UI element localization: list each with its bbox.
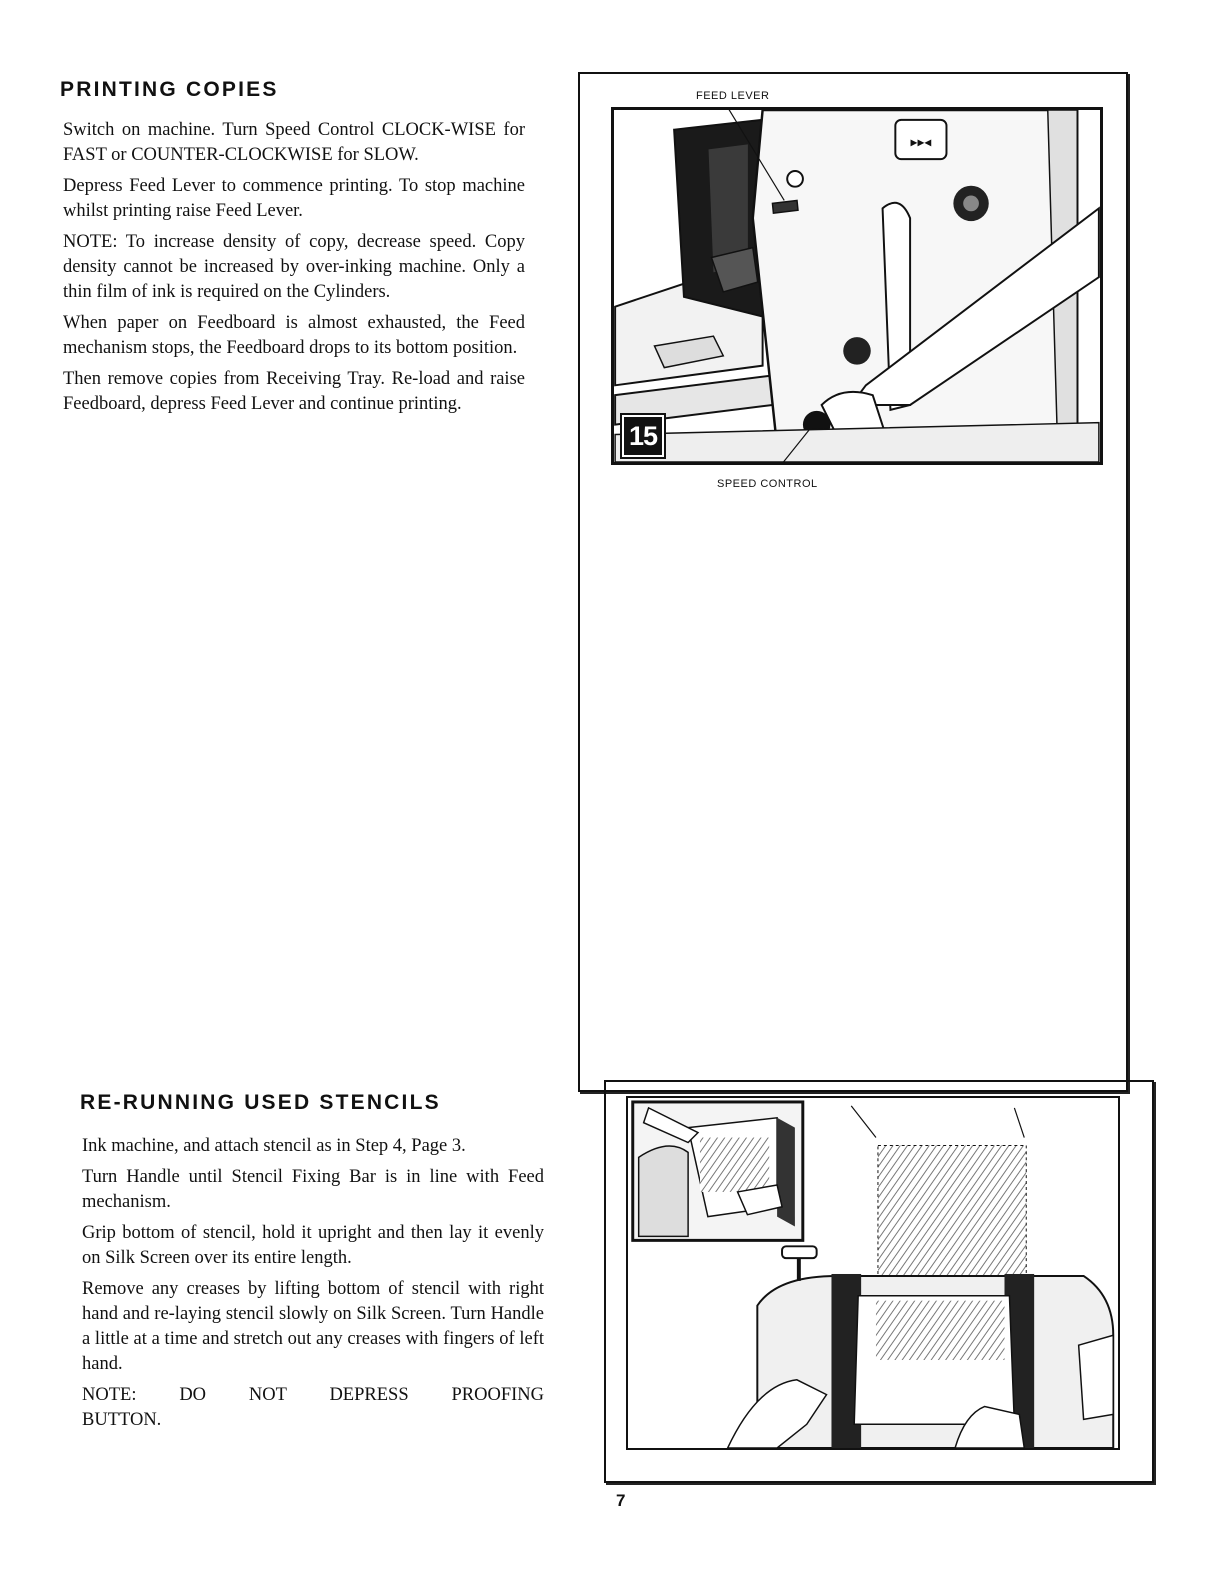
figure-number-badge: 15 <box>622 415 664 457</box>
paragraph: Depress Feed Lever to commence printing. To stop machine whilst printing raise Feed Lever. <box>63 176 525 221</box>
paragraph: Then remove copies from Receiving Tray. Re-load and raise Feedboard, depress Feed Lever and continue printing. <box>63 369 525 414</box>
paragraph: NOTE: DO NOT DEPRESS PROOFING BUTTON. <box>82 1385 544 1430</box>
paragraph: When paper on Feedboard is almost exhausted, the Feed mechanism stops, the Feedboard drops to its bottom position. <box>63 313 525 358</box>
heading-printing-copies: PRINTING COPIES <box>60 78 279 101</box>
paragraph: NOTE: To increase density of copy, decrease speed. Copy density cannot be increased by over-inking machine. Only a thin film of ink is required on the Cylinders. <box>63 232 525 302</box>
paragraph: Switch on machine. Turn Speed Control CLOCK-WISE for FAST or COUNTER-CLOCKWISE for SLOW. <box>63 120 525 165</box>
stencil-photo <box>626 1096 1120 1450</box>
figure-15-photo <box>611 107 1103 465</box>
svg-text:▸▸◂: ▸▸◂ <box>910 134 932 151</box>
stencil-illustration <box>628 1098 1118 1448</box>
speed-control-label: SPEED CONTROL <box>717 478 818 490</box>
heading-re-running-used-stencils: RE-RUNNING USED STENCILS <box>80 1091 441 1114</box>
paragraph: Remove any creases by lifting bottom of stencil with right hand and re-laying stencil slowly on Silk Screen. Turn Handle a little at a time and stretch out any creases with fingers of left hand. <box>82 1279 544 1374</box>
duplicator-machine-illustration <box>614 110 1100 462</box>
printing-copies-text <box>63 118 525 423</box>
page-number: 7 <box>616 1491 626 1510</box>
feed-lever-label: FEED LEVER <box>696 90 770 102</box>
paragraph: Turn Handle until Stencil Fixing Bar is in line with Feed mechanism. <box>82 1167 544 1212</box>
paragraph: Ink machine, and attach stencil as in Step 4, Page 3. <box>82 1136 466 1156</box>
re-running-stencils-text <box>82 1134 544 1439</box>
paragraph: Grip bottom of stencil, hold it upright and then lay it evenly on Silk Screen over its entire length. <box>82 1223 544 1268</box>
